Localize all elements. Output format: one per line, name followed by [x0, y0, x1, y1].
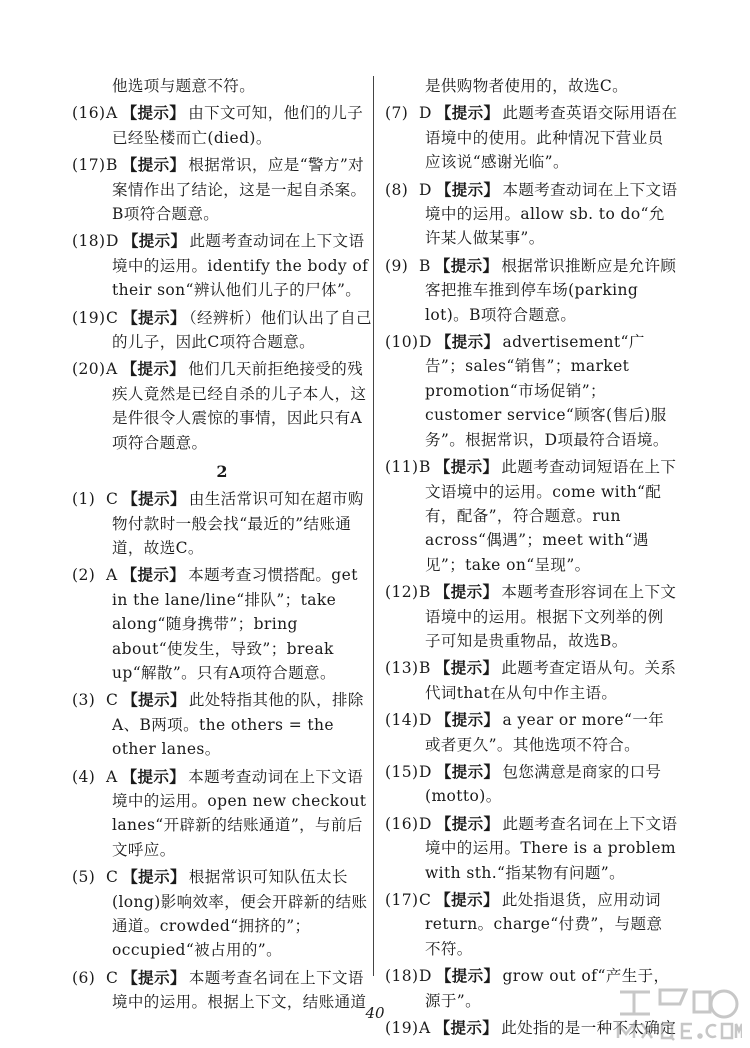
tip-label: 【提示】: [435, 761, 500, 781]
item-number: (17): [72, 156, 106, 175]
answer-item: [72, 101, 372, 150]
item-number: (18): [385, 967, 419, 986]
answer-item: [385, 760, 678, 809]
tip-label: 【提示】: [122, 967, 186, 987]
tip-label: 【提示】: [122, 690, 186, 710]
answer-item: [72, 306, 372, 355]
item-number: (8): [385, 180, 409, 199]
answer-letter: A: [106, 767, 118, 786]
item-number: (19): [385, 1019, 419, 1038]
item-number: (12): [385, 583, 419, 602]
answer-letter: D: [106, 232, 119, 251]
item-number: (15): [385, 762, 419, 781]
item-number: (9): [385, 256, 409, 275]
answer-item: [385, 330, 678, 452]
explanation-text: 本题考查名词在上下文语境中的运用。根据上下文，结账通道: [112, 968, 367, 1012]
answer-item: [385, 888, 678, 961]
answer-letter: C: [106, 490, 119, 509]
explanation-text: （经辨析）他们认出了自己的儿子，因此C项符合题意。: [112, 308, 372, 352]
answer-letter: B: [419, 256, 431, 275]
answer-letter: D: [419, 333, 432, 352]
explanation-text: 本题考查动词在上下文语境中的运用。open new checkout lanes“开辟新的结账通道”，与前后文呼应。: [112, 767, 367, 859]
item-number: (4): [72, 767, 96, 786]
tip-label: 【提示】: [122, 867, 186, 887]
explanation-text: 包您满意是商家的口号(motto)。: [425, 762, 662, 806]
answer-item: [385, 455, 678, 577]
answer-letter: C: [106, 308, 119, 327]
tip-label: 【提示】: [434, 457, 499, 477]
item-number: (13): [385, 659, 419, 678]
item-number: (5): [72, 868, 96, 887]
tip-label: 【提示】: [121, 565, 186, 585]
answer-letter: B: [419, 659, 431, 678]
explanation-text: a year or more“一年或者更久”。其他选项不符合。: [425, 711, 665, 754]
item-number: (17): [385, 891, 419, 909]
answer-item: [72, 688, 372, 761]
answer-letter: C: [419, 891, 432, 909]
item-number: (10): [385, 333, 419, 352]
explanation-text: 根据常识，应是“警方”对案情作出了结论，这是一起自杀案。B项符合题意。: [112, 156, 367, 224]
item-number: (11): [385, 458, 419, 477]
tip-label: 【提示】: [122, 231, 187, 251]
tip-label: 【提示】: [122, 489, 186, 509]
answer-item: [72, 357, 372, 455]
answer-item: [72, 563, 372, 685]
answer-letter: D: [419, 711, 432, 730]
item-number: (6): [72, 968, 96, 987]
answer-item: [72, 865, 372, 963]
answer-item: [385, 656, 678, 705]
answer-letter: C: [106, 968, 119, 987]
explanation-text: 本题考查动词在上下文语境中的运用。allow sb. to do“允许某人做某事”。: [425, 180, 678, 248]
explanation-text: 此处特指其他的队，排除A、B两项。the others = the other lanes。: [112, 691, 364, 759]
explanation-text: 此题考查名词在上下文语境中的运用。There is a problem with sth.“指某物有问题”。: [425, 814, 678, 882]
tip-label: 【提示】: [121, 155, 186, 175]
item-number: (14): [385, 711, 419, 730]
explanation-text: 此处指退货，应用动词return。charge“付费”，与题意不符。: [425, 891, 663, 958]
item-number: (19): [72, 308, 106, 327]
answer-letter: A: [106, 566, 118, 585]
answer-item: [385, 254, 678, 327]
answer-item: [72, 229, 372, 302]
tip-label: 【提示】: [435, 890, 499, 909]
answer-item: [72, 487, 372, 560]
answer-item: [72, 765, 372, 863]
answer-letter: A: [106, 360, 118, 379]
answer-letter: D: [419, 762, 432, 781]
tip-label: 【提示】: [435, 179, 500, 199]
left-column: [72, 74, 372, 1018]
answer-letter: A: [106, 104, 118, 123]
tip-label: 【提示】: [121, 103, 186, 123]
answer-item: [72, 153, 372, 226]
tip-label: 【提示】: [434, 1018, 499, 1038]
explanation-text: 此题考查动词在上下文语境中的运用。identify the body of their son“辨认他们儿子的尸体”。: [112, 232, 369, 300]
explanation-text: 他们几天前拒绝接受的残疾人竟然是已经自杀的儿子本人，这是件很令人震惊的事情，因此只有A项符合题意。: [112, 360, 367, 452]
explanation-text: 由生活常识可知在超市购物付款时一般会找“最近的”结账通道，故选C。: [112, 490, 364, 557]
answer-letter: D: [419, 814, 432, 833]
answer-letter: B: [419, 458, 431, 477]
item-number: (3): [72, 691, 96, 710]
answer-letter: D: [419, 180, 432, 199]
answer-letter: D: [419, 967, 432, 986]
item-number: (16): [72, 104, 106, 123]
column-divider: [373, 76, 374, 976]
answer-letter: D: [419, 104, 432, 123]
section-heading: 2: [216, 462, 228, 482]
answer-letter: B: [106, 156, 118, 175]
item-number: (7): [385, 104, 409, 123]
answer-letter: B: [419, 583, 431, 602]
answer-letter: C: [106, 691, 119, 710]
tip-label: 【提示】: [121, 359, 186, 379]
explanation-text: 是供购物者使用的，故选C。: [425, 77, 629, 95]
item-number: (20): [72, 360, 106, 379]
right-column: [385, 74, 678, 1043]
answer-item: [385, 812, 678, 885]
explanation-text: 此处指的是一种不太确定: [501, 1019, 677, 1038]
tip-label: 【提示】: [435, 710, 500, 730]
item-number: (18): [72, 232, 106, 251]
answer-item: [385, 580, 678, 653]
answer-item: [385, 101, 678, 174]
tip-label: 【提示】: [435, 813, 500, 833]
explanation-text: 此题考查定语从句。关系代词that在从句中作主语。: [425, 659, 677, 702]
answer-continuation: [385, 74, 678, 98]
explanation-text: advertisement“广告”；sales“销售”；market promotion“市场促销”；customer service“顾客(售后)服务”。根据常识，D项最符合语境。: [425, 333, 669, 449]
tip-label: 【提示】: [121, 766, 186, 786]
explanation-text: 本题考查形容词在上下文语境中的运用。根据下文列举的例子可知是贵重物品，故选B。: [425, 583, 677, 650]
answer-letter: A: [419, 1019, 431, 1038]
tip-label: 【提示】: [435, 966, 500, 986]
answer-continuation: [72, 74, 372, 98]
explanation-text: 他选项与题意不符。: [112, 77, 256, 95]
item-number: (1): [72, 490, 96, 509]
explanation-text: 本题考查习惯搭配。get in the lane/line“排队”；take along“随身携带”；bring about“使发生，导致”；break up“解散”。只有A项符合题意。: [112, 566, 358, 682]
explanation-text: 根据常识可知队伍太长(long)影响效率，便会开辟新的结账通道。crowded“拥挤的”；occupied“被占用的”。: [112, 868, 368, 960]
answer-item: [385, 708, 678, 757]
answer-item: [385, 178, 678, 251]
page-number: 40: [365, 1004, 385, 1022]
tip-label: 【提示】: [434, 255, 499, 275]
explanation-text: 此题考查动词短语在上下文语境中的运用。come with“配有，配备”，符合题意。run across“偶遇”；meet with“遇见”；take on“呈现”。: [425, 458, 677, 574]
explanation-text: grow out of“产生于，源于”。: [425, 967, 670, 1010]
explanation-text: 根据常识推断应是允许顾客把推车推到停车场(parking lot)。B项符合题意。: [425, 256, 677, 324]
tip-label: 【提示】: [434, 658, 499, 678]
tip-label: 【提示】: [435, 332, 500, 352]
item-number: (2): [72, 566, 96, 585]
tip-label: 【提示】: [435, 103, 500, 123]
answer-letter: C: [106, 868, 119, 887]
watermark-logo-icon: [612, 984, 742, 1042]
explanation-text: 由下文可知，他们的儿子已经坠楼而亡(died)。: [112, 104, 364, 147]
item-number: (16): [385, 814, 419, 833]
explanation-text: 此题考查英语交际用语在语境中的使用。此种情况下营业员应该说“感谢光临”。: [425, 104, 678, 172]
tip-label: 【提示】: [122, 307, 186, 327]
tip-label: 【提示】: [434, 582, 499, 602]
